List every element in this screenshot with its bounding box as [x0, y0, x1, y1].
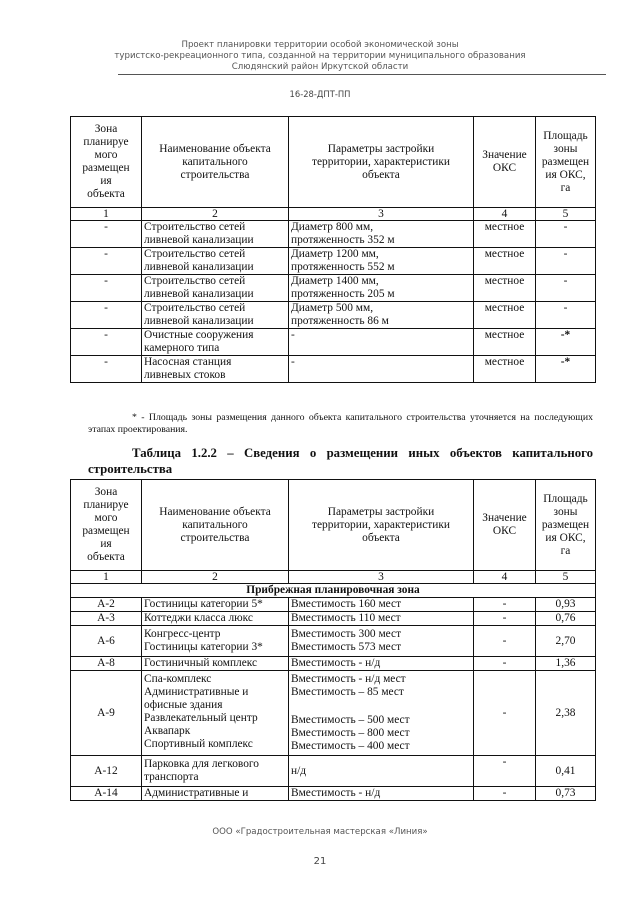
cell-name: Спа-комплекс Административные и офисные здания Развлекательный центр Аквапарк Спортивный комплекс: [142, 671, 289, 756]
footer-company: ООО «Градостроительная мастерская «Линия»: [212, 827, 428, 837]
col-header-params: Параметры застройки территории, характеристики объекта: [289, 480, 474, 571]
cell-oks: -: [474, 756, 536, 787]
cell-name: Строительство сетей ливневой канализации: [142, 248, 289, 275]
col-number: 3: [289, 208, 474, 221]
table-row: [71, 248, 596, 275]
cell-name: Очистные сооружения камерного типа: [142, 329, 289, 356]
cell-params: Вместимость - н/д: [289, 787, 474, 801]
col-number: 5: [536, 208, 596, 221]
header-rule: [118, 74, 606, 75]
cell-params: Диаметр 800 мм, протяженность 352 м: [289, 221, 474, 248]
header-line-1: Проект планировки территории особой экономической зоны: [181, 40, 459, 50]
cell-name: Парковка для легкового транспорта: [142, 756, 289, 787]
cell-zone: А-6: [71, 626, 142, 657]
cell-oks: -: [474, 626, 536, 657]
cell-area: 2,70: [536, 626, 596, 657]
table-1: [70, 116, 596, 383]
cell-area: 0,76: [536, 612, 596, 626]
col-number: 1: [71, 208, 142, 221]
cell-area: 0,93: [536, 598, 596, 612]
cell-zone: А-14: [71, 787, 142, 801]
cell-area: -*: [536, 356, 596, 383]
table-row: [71, 598, 596, 612]
cell-name: Коттеджи класса люкс: [142, 612, 289, 626]
table-row: [71, 329, 596, 356]
header-line-3: Слюдянский район Иркутской области: [231, 62, 409, 72]
table-row: [71, 612, 596, 626]
col-number: 1: [71, 571, 142, 584]
zone-title-row: [71, 584, 596, 598]
cell-params: -: [289, 356, 474, 383]
cell-params: Вместимость - н/д: [289, 657, 474, 671]
col-header-oks: Значение ОКС: [474, 117, 536, 208]
table-row: [71, 221, 596, 248]
cell-name: Строительство сетей ливневой канализации: [142, 302, 289, 329]
cell-name: Строительство сетей ливневой канализации: [142, 221, 289, 248]
table-2-header-row: [71, 480, 596, 571]
col-number: 4: [474, 571, 536, 584]
cell-oks: местное: [474, 302, 536, 329]
column-number-row: [71, 571, 596, 584]
cell-zone: А-3: [71, 612, 142, 626]
table-1-header-row: [71, 117, 596, 208]
col-number: 5: [536, 571, 596, 584]
cell-area: -: [536, 248, 596, 275]
cell-area: 2,38: [536, 671, 596, 756]
cell-name: Насосная станция ливневых стоков: [142, 356, 289, 383]
table-row: [71, 302, 596, 329]
page-number: 21: [313, 856, 327, 867]
cell-area: -: [536, 302, 596, 329]
cell-oks: местное: [474, 356, 536, 383]
cell-zone: -: [71, 221, 142, 248]
doc-number: 16-28-ДПТ-ПП: [289, 89, 351, 99]
col-number: 4: [474, 208, 536, 221]
cell-area: 0,41: [536, 756, 596, 787]
cell-name: Гостиничный комплекс: [142, 657, 289, 671]
cell-params: Диаметр 500 мм, протяженность 86 м: [289, 302, 474, 329]
cell-zone: -: [71, 356, 142, 383]
column-number-row: [71, 208, 596, 221]
col-header-name: Наименование объекта капитального строительства: [142, 117, 289, 208]
table-2: [70, 479, 596, 801]
cell-oks: местное: [474, 329, 536, 356]
col-number: 2: [142, 571, 289, 584]
cell-oks: -: [474, 671, 536, 756]
col-header-name: Наименование объекта капитального строительства: [142, 480, 289, 571]
col-header-area: Площадь зоны размещен ия ОКС, га: [536, 480, 596, 571]
cell-params: Вместимость 110 мест: [289, 612, 474, 626]
col-number: 3: [289, 571, 474, 584]
cell-params: Вместимость 300 мест Вместимость 573 мест: [289, 626, 474, 657]
cell-name: Гостиницы категории 5*: [142, 598, 289, 612]
cell-area: -*: [536, 329, 596, 356]
table-row: [71, 626, 596, 657]
cell-zone: -: [71, 248, 142, 275]
table-2-caption: Таблица 1.2.2 – Сведения о размещении иных объектов капитального строительства: [88, 446, 593, 476]
cell-oks: -: [474, 598, 536, 612]
cell-zone: А-9: [71, 671, 142, 756]
cell-area: -: [536, 221, 596, 248]
cell-zone: А-8: [71, 657, 142, 671]
cell-oks: -: [474, 787, 536, 801]
table-row: [71, 356, 596, 383]
col-header-zone: Зона планируе мого размещен ия объекта: [71, 117, 142, 208]
cell-params: Вместимость 160 мест: [289, 598, 474, 612]
col-number: 2: [142, 208, 289, 221]
col-header-zone: Зона планируе мого размещен ия объекта: [71, 480, 142, 571]
table-row: [71, 657, 596, 671]
table-row: [71, 756, 596, 787]
table-row: [71, 787, 596, 801]
cell-zone: А-2: [71, 598, 142, 612]
col-header-area: Площадь зоны размещен ия ОКС, га: [536, 117, 596, 208]
col-header-oks: Значение ОКС: [474, 480, 536, 571]
cell-area: -: [536, 275, 596, 302]
table-row: [71, 275, 596, 302]
cell-params: н/д: [289, 756, 474, 787]
cell-oks: -: [474, 612, 536, 626]
footnote: * - Площадь зоны размещения данного объекта капитального строительства уточняется на последующих этапах проектирования.: [88, 412, 593, 435]
header-line-2: туристско-рекреационного типа, созданной на территории муниципального образования: [114, 51, 526, 61]
cell-oks: местное: [474, 275, 536, 302]
cell-params: -: [289, 329, 474, 356]
cell-params: Диаметр 1200 мм, протяженность 552 м: [289, 248, 474, 275]
cell-name: Административные и: [142, 787, 289, 801]
cell-zone: А-12: [71, 756, 142, 787]
cell-area: 0,73: [536, 787, 596, 801]
cell-name: Конгресс-центр Гостиницы категории 3*: [142, 626, 289, 657]
cell-oks: местное: [474, 221, 536, 248]
col-header-params: Параметры застройки территории, характеристики объекта: [289, 117, 474, 208]
cell-zone: -: [71, 302, 142, 329]
cell-zone: -: [71, 275, 142, 302]
cell-params: Вместимость - н/д мест Вместимость – 85 мест Вместимость – 500 мест Вместимость – 800 мест Вместимость – 400 мест: [289, 671, 474, 756]
zone-title: Прибрежная планировочная зона: [71, 584, 596, 598]
cell-name: Строительство сетей ливневой канализации: [142, 275, 289, 302]
cell-oks: местное: [474, 248, 536, 275]
cell-zone: -: [71, 329, 142, 356]
cell-oks: -: [474, 657, 536, 671]
table-row: [71, 671, 596, 756]
cell-area: 1,36: [536, 657, 596, 671]
cell-params: Диаметр 1400 мм, протяженность 205 м: [289, 275, 474, 302]
